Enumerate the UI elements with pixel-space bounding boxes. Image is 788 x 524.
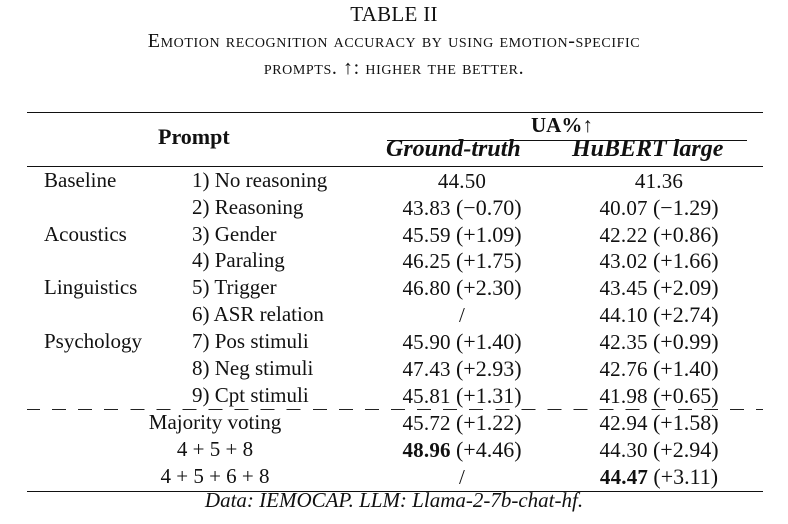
hubert-cell-value: 44.10 <box>599 303 648 327</box>
hubert-cell <box>583 168 735 194</box>
ground-truth-cell-delta: (+2.30) <box>455 275 522 300</box>
row-prompt: 4 + 5 + 8 <box>176 437 254 461</box>
ground-truth-cell <box>386 195 538 221</box>
ground-truth-cell <box>386 168 538 194</box>
ground-truth-cell-value: 45.90 <box>402 330 451 354</box>
table-row <box>0 248 788 275</box>
ground-truth-cell-value: 43.83 <box>402 196 451 220</box>
hubert-cell <box>583 222 735 248</box>
table-title: TABLE II <box>350 2 438 26</box>
ground-truth-cell-value: 45.72 <box>402 411 451 435</box>
ground-truth-cell-delta: (+2.93) <box>455 356 522 381</box>
ground-truth-cell <box>386 302 538 328</box>
table-caption-line-1: Emotion recognition accuracy by using emotion-specific <box>147 30 641 52</box>
ground-truth-cell-delta: (+1.75) <box>455 248 522 273</box>
ground-truth-cell-value: 46.25 <box>402 249 451 273</box>
table-row <box>0 383 788 410</box>
hubert-cell <box>583 329 735 355</box>
ground-truth-cell-delta: (+1.09) <box>455 222 522 247</box>
ground-truth-cell <box>386 356 538 382</box>
hubert-cell <box>583 437 735 463</box>
table-row <box>0 168 788 195</box>
table-row <box>0 222 788 249</box>
header-hubert-large: HuBERT large <box>572 136 724 162</box>
hubert-cell-value: 43.02 <box>599 249 648 273</box>
table-row <box>0 302 788 329</box>
hubert-cell-delta: (+0.99) <box>652 329 719 354</box>
row-prompt: 9) Cpt stimuli <box>192 383 309 407</box>
table-row <box>0 464 788 491</box>
ground-truth-cell-delta: (+4.46) <box>455 437 522 462</box>
row-prompt: 8) Neg stimuli <box>192 356 314 380</box>
ground-truth-cell <box>386 222 538 248</box>
hubert-cell-value: 43.45 <box>599 276 648 300</box>
hubert-cell-value: 42.76 <box>599 357 648 381</box>
row-prompt: 6) ASR relation <box>192 302 324 326</box>
ground-truth-cell <box>386 329 538 355</box>
row-prompt: Majority voting <box>148 410 282 434</box>
header-rule <box>27 166 763 167</box>
hubert-cell-delta: (+1.58) <box>652 410 719 435</box>
hubert-cell <box>583 383 735 409</box>
hubert-cell-value: 41.36 <box>634 169 684 193</box>
ground-truth-cell-delta: (+1.31) <box>455 383 522 408</box>
ground-truth-cell-value: / <box>458 303 466 327</box>
header-prompt: Prompt <box>158 124 230 149</box>
ground-truth-cell-value: 48.96 <box>402 438 451 462</box>
row-prompt: 2) Reasoning <box>192 195 304 219</box>
row-prompt: 3) Gender <box>192 222 277 246</box>
table-footnote: Data: IEMOCAP. LLM: Llama-2-7b-chat-hf. <box>204 488 584 512</box>
ground-truth-cell <box>386 464 538 490</box>
hubert-cell <box>583 275 735 301</box>
row-prompt: 1) No reasoning <box>192 168 328 192</box>
top-rule <box>27 112 763 113</box>
table-row <box>0 329 788 356</box>
hubert-cell <box>583 356 735 382</box>
table-row <box>0 437 788 464</box>
ground-truth-cell <box>386 437 538 463</box>
hubert-cell-value: 44.30 <box>599 438 648 462</box>
row-prompt: 7) Pos stimuli <box>192 329 309 353</box>
hubert-cell-delta: (+2.94) <box>652 437 719 462</box>
hubert-cell-value: 44.47 <box>599 465 649 489</box>
hubert-cell <box>583 410 735 436</box>
row-category: Psychology <box>44 329 143 353</box>
ground-truth-cell-value: 46.80 <box>402 276 451 300</box>
row-category: Acoustics <box>44 222 127 246</box>
header-ua: UA%↑ <box>531 113 593 137</box>
hubert-cell-delta: (+3.11) <box>653 464 719 489</box>
row-prompt: 4 + 5 + 6 + 8 <box>160 464 270 488</box>
ground-truth-cell-delta: (+1.22) <box>455 410 522 435</box>
ground-truth-cell-delta: (+1.40) <box>455 329 522 354</box>
header-ground-truth: Ground-truth <box>386 136 521 162</box>
hubert-cell-value: 42.94 <box>599 411 648 435</box>
ground-truth-cell-value: 47.43 <box>402 357 451 381</box>
ground-truth-cell <box>386 275 538 301</box>
hubert-cell <box>583 248 735 274</box>
ground-truth-cell-value: 44.50 <box>437 169 487 193</box>
hubert-cell-value: 41.98 <box>599 384 648 408</box>
ground-truth-cell <box>386 410 538 436</box>
hubert-cell-delta: (+2.74) <box>652 302 719 327</box>
hubert-cell-value: 42.22 <box>599 223 648 247</box>
hubert-cell-delta: (+1.66) <box>652 248 719 273</box>
hubert-cell-delta: (+0.65) <box>652 383 719 408</box>
row-category: Linguistics <box>44 275 138 299</box>
hubert-cell-delta: (+1.40) <box>652 356 719 381</box>
ground-truth-cell-value: 45.81 <box>402 384 451 408</box>
table-row <box>0 356 788 383</box>
hubert-cell-value: 42.35 <box>599 330 648 354</box>
ground-truth-cell <box>386 248 538 274</box>
ground-truth-cell-value: / <box>458 465 466 489</box>
table-row <box>0 410 788 437</box>
hubert-cell <box>583 464 735 490</box>
ground-truth-cell-delta: (−0.70) <box>455 195 522 220</box>
row-prompt: 4) Paraling <box>192 248 285 272</box>
hubert-cell-delta: (+0.86) <box>652 222 719 247</box>
ground-truth-cell-value: 45.59 <box>402 223 451 247</box>
table-caption-line-2: prompts. ↑: higher the better. <box>263 57 525 79</box>
row-prompt: 5) Trigger <box>192 275 277 299</box>
row-category: Baseline <box>44 168 117 192</box>
table-row <box>0 195 788 222</box>
hubert-cell-value: 40.07 <box>599 196 648 220</box>
ground-truth-cell <box>386 383 538 409</box>
table-row <box>0 275 788 302</box>
hubert-cell-delta: (+2.09) <box>652 275 719 300</box>
hubert-cell <box>583 195 735 221</box>
hubert-cell-delta: (−1.29) <box>652 195 719 220</box>
hubert-cell <box>583 302 735 328</box>
